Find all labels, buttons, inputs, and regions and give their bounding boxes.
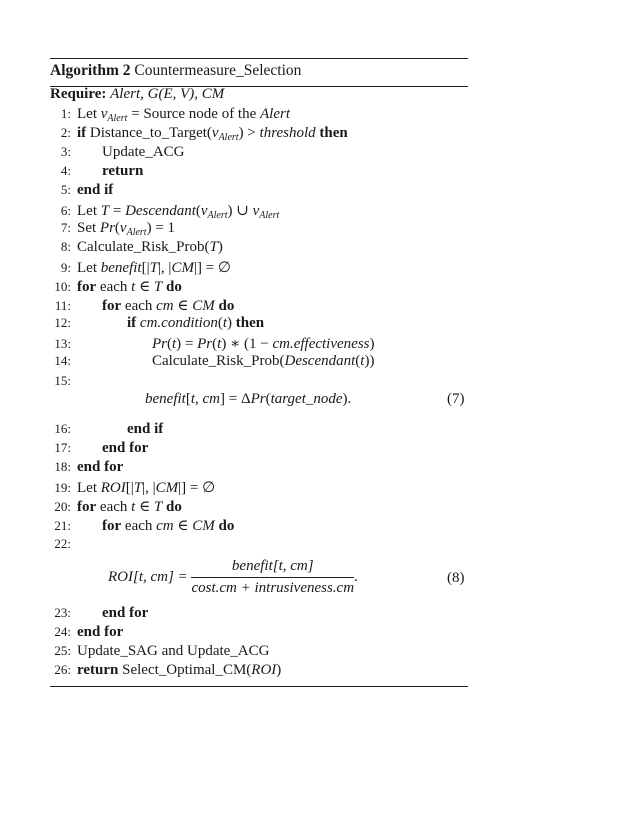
line-5: 5: end if xyxy=(50,182,113,201)
line-24: 24: end for xyxy=(50,624,123,643)
algorithm-name: Countermeasure_Selection xyxy=(134,62,302,79)
line-number: 24: xyxy=(54,624,71,639)
line-number: 17: xyxy=(54,440,71,455)
line-number: 2: xyxy=(60,125,71,140)
line-number: 13: xyxy=(54,336,71,351)
line-12: 12: if cm.condition(t) then xyxy=(50,315,264,334)
line-7: 7: Set $Pr(v_{Alert}) = 1$ xyxy=(50,220,175,239)
line-number: 25: xyxy=(54,643,71,658)
line-number: 11: xyxy=(54,298,71,313)
equation-8-fraction xyxy=(191,558,354,597)
line-number: 20: xyxy=(54,499,71,514)
line-15 xyxy=(50,373,77,392)
line-2: 2: if $Distance\_to\_Target(v_{Alert})$ > threshold then xyxy=(50,125,348,144)
line-number: 1: xyxy=(60,106,71,121)
equation-7-number: (7) xyxy=(447,391,465,407)
line-9: 9: Let benefit[|T|, |CM|] = ∅ xyxy=(50,258,231,277)
line-25: 25: Update_SAG and Update_ACG xyxy=(50,643,269,662)
equation-8-lhs: ROI[t, cm] = xyxy=(108,569,188,585)
equation-8: ROI[t, cm] = $\frac{\text{benefit[t, cm]}}{\text{cost.cm + intrusiveness.cm}}$ . xyxy=(108,558,358,596)
line-number: 21: xyxy=(54,518,71,533)
algorithm-block xyxy=(50,58,468,87)
line-23: 23: end for xyxy=(50,605,148,624)
line-13: 13: Pr(t) = Pr(t) ∗ (1 − cm.effectiveness) xyxy=(50,334,375,353)
line-10: 10: for each t ∈ T do xyxy=(50,277,182,296)
equation-7: benefit[t, cm] = ΔPr(target_node). xyxy=(145,391,352,407)
line-11: 11: for each cm ∈ CM do xyxy=(50,296,234,315)
line-8: 8: Calculate_Risk_Prob(T) xyxy=(50,239,223,258)
line-14: 14: Calculate_Risk_Prob(Descendant(t)) xyxy=(50,353,374,372)
line-18: 18: end for xyxy=(50,459,123,478)
line-22 xyxy=(50,536,77,555)
line-number: 23: xyxy=(54,605,71,620)
line-1: 1: Let $v_{Alert}$ = Source node of the Alert xyxy=(50,106,290,125)
line-3: 3: Update_ACG xyxy=(50,144,185,163)
line-number: 5: xyxy=(60,182,71,197)
algorithm-label: Algorithm 2 xyxy=(50,62,131,79)
line-number: 6: xyxy=(60,203,71,218)
line-number: 3: xyxy=(60,144,71,159)
line-number: 12: xyxy=(54,315,71,330)
bottom-rule xyxy=(50,686,468,687)
line-26: 26: return Select_Optimal_CM(ROI) xyxy=(50,662,281,681)
line-number: 8: xyxy=(60,239,71,254)
line-number: 19: xyxy=(54,480,71,495)
require-label: Require: xyxy=(50,86,107,102)
line-19: 19: Let ROI[|T|, |CM|] = ∅ xyxy=(50,478,215,497)
require-text: Alert, G(E, V), CM xyxy=(110,86,225,102)
require-line xyxy=(50,86,224,105)
line-6: 6: Let $T = Descendant(v_{Alert})$ ∪ $v_{Alert}$ xyxy=(50,201,279,220)
line-number: 7: xyxy=(60,220,71,235)
line-number: 4: xyxy=(60,163,71,178)
line-17: 17: end for xyxy=(50,440,148,459)
line-21: 21: for each cm ∈ CM do xyxy=(50,516,234,535)
algorithm-title xyxy=(50,59,468,81)
line-number: 10: xyxy=(54,279,71,294)
line-number: 15: xyxy=(54,373,71,388)
line-number: 26: xyxy=(54,662,71,677)
line-20: 20: for each t ∈ T do xyxy=(50,497,182,516)
line-number: 18: xyxy=(54,459,71,474)
line-16: 16: end if xyxy=(50,421,163,440)
line-number: 14: xyxy=(54,353,71,368)
line-number: 9: xyxy=(60,260,71,275)
line-4: 4: return xyxy=(50,163,143,182)
equation-8-denominator: cost.cm + intrusiveness.cm xyxy=(191,580,355,596)
equation-8-numerator: benefit[t, cm] xyxy=(191,558,354,578)
line-number: 22: xyxy=(54,536,71,551)
line-number: 16: xyxy=(54,421,71,436)
equation-8-number: (8) xyxy=(447,570,465,586)
